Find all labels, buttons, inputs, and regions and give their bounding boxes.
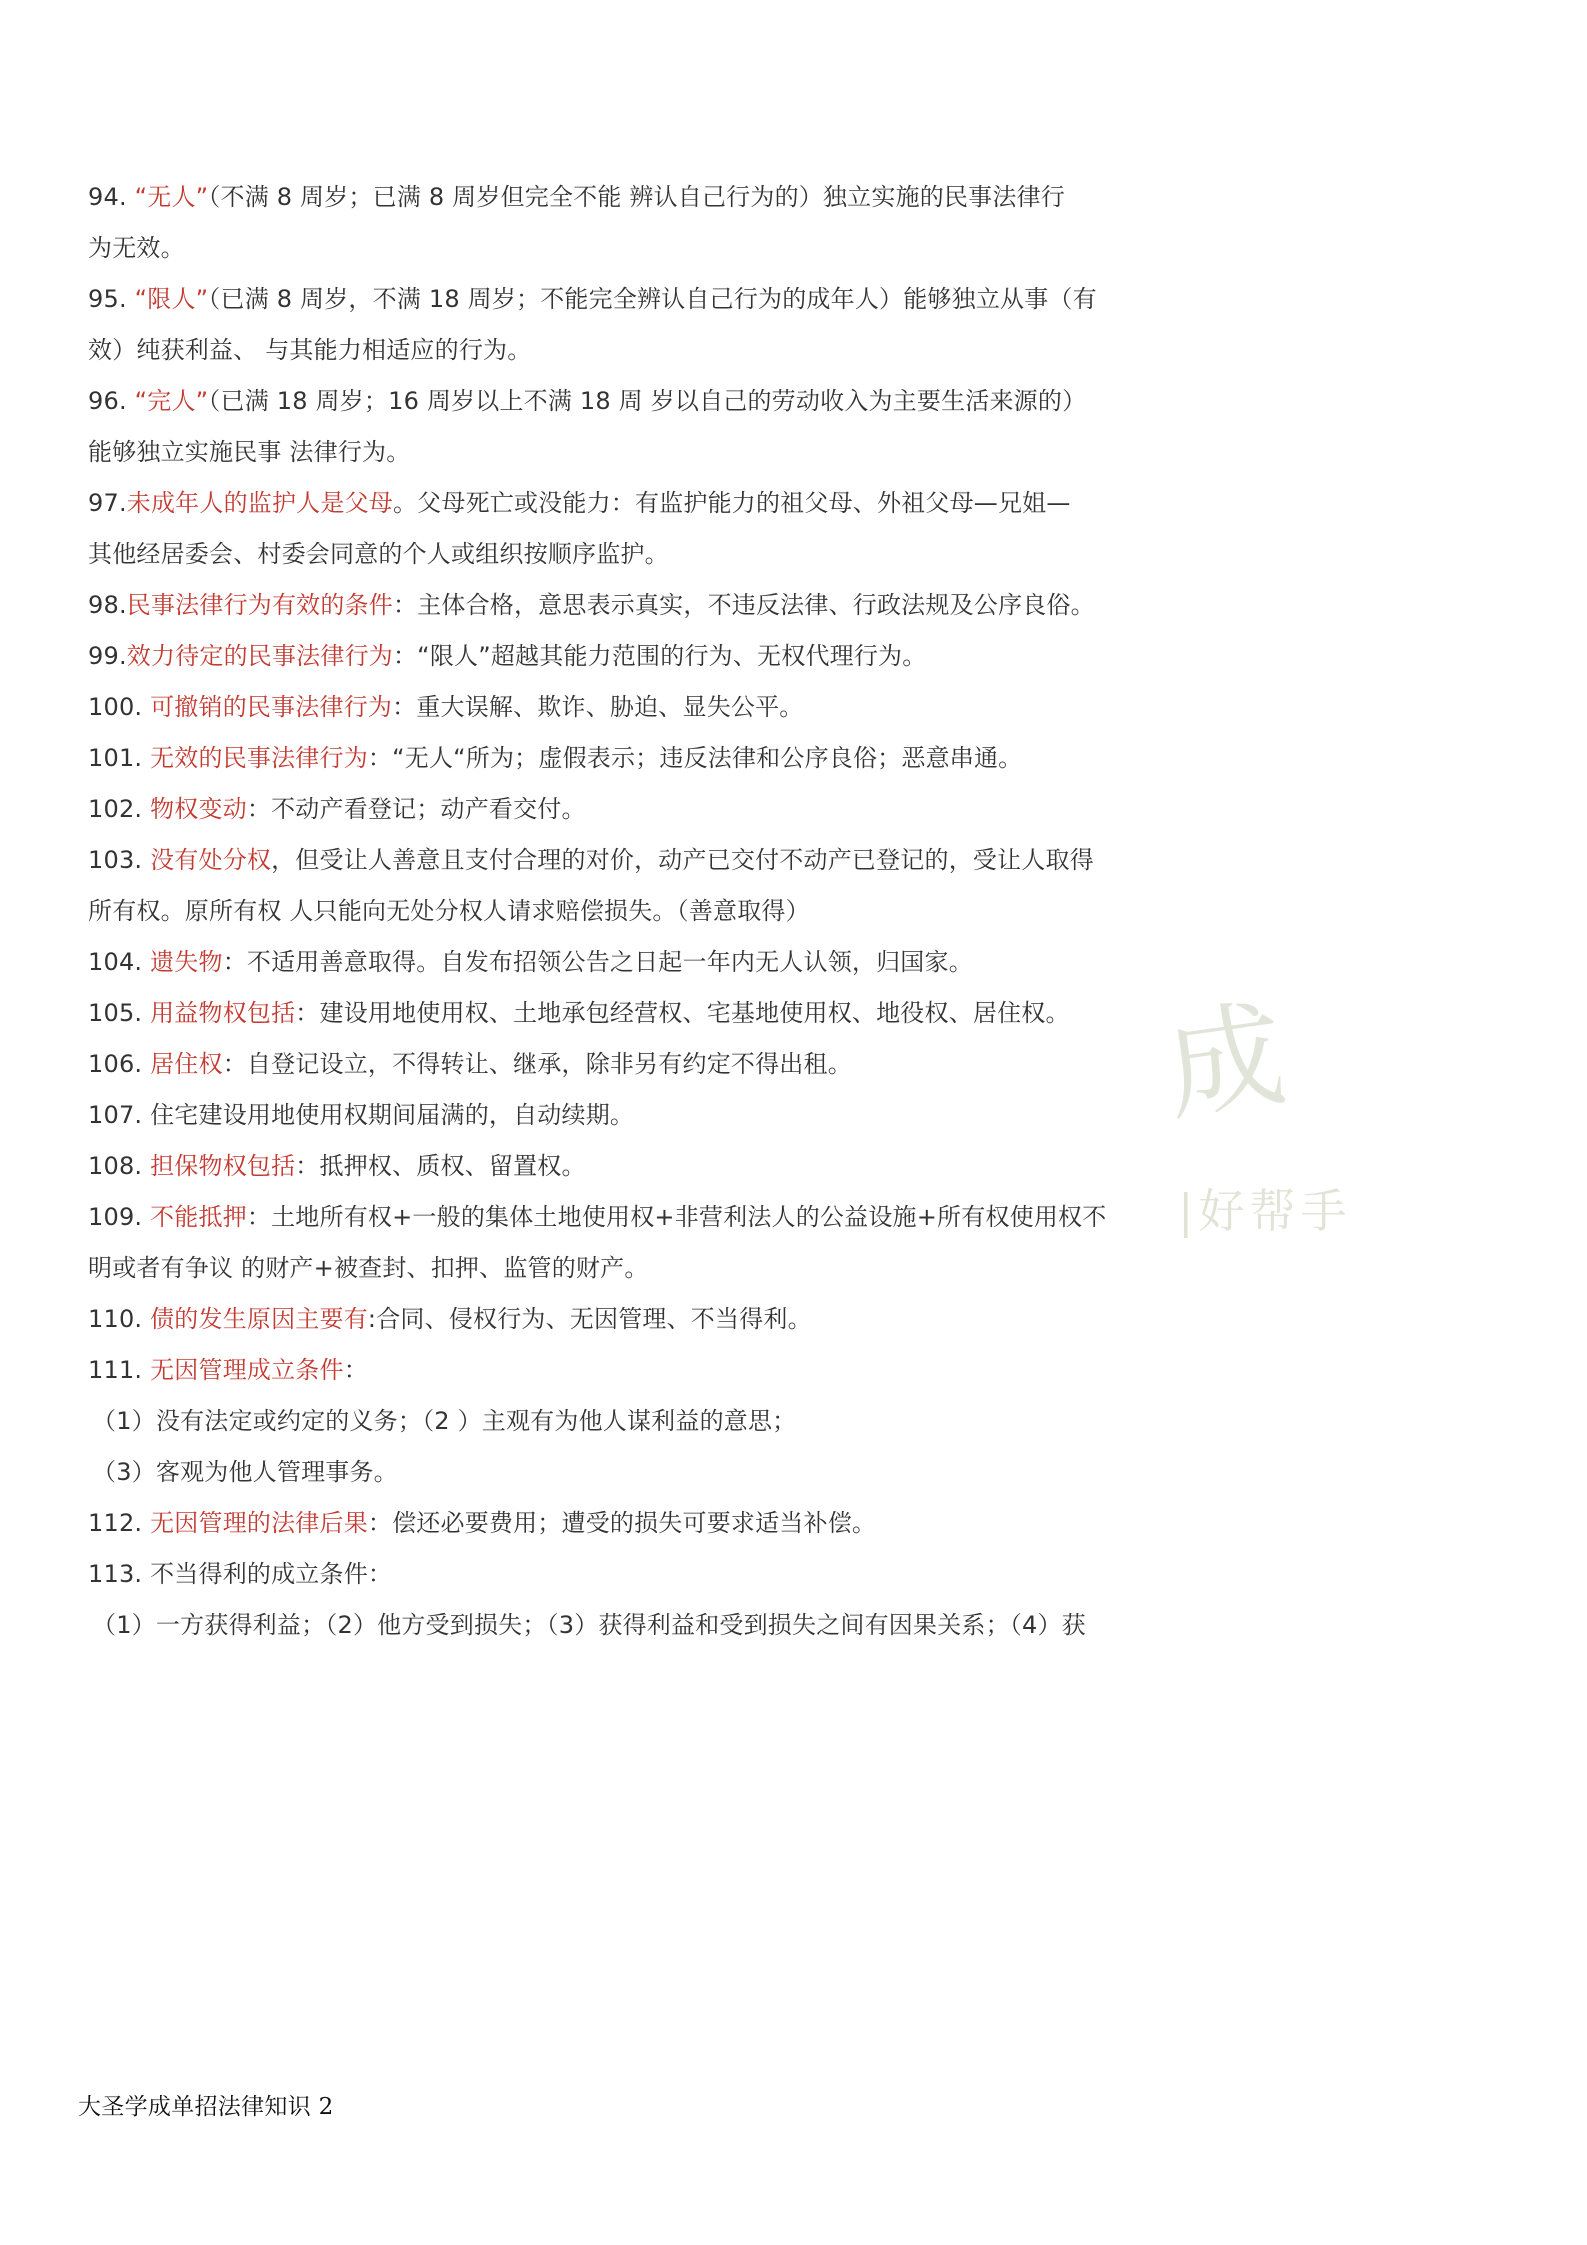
highlight-term: 可撤销的民事法律行为 (150, 693, 393, 721)
item-number: 111. (88, 1356, 143, 1384)
item-text: ： (343, 1356, 368, 1384)
item-100 (88, 682, 1168, 733)
item-text: 住宅建设用地使用权期间届满的，自动续期。 (150, 1101, 635, 1129)
highlight-term: “限人” (134, 285, 209, 313)
item-text: ：土地所有权+一般的集体土地使用权+非营利法人的公益设施+所有权使用权不 (246, 1203, 1107, 1231)
item-text: ：“限人”超越其能力范围的行为、无权代理行为。 (392, 642, 927, 670)
highlight-term: 居住权 (150, 1050, 223, 1078)
highlight-term: 物权变动 (150, 795, 247, 823)
watermark-text: 好帮手 (1198, 1184, 1352, 1238)
highlight-term: 无效的民事法律行为 (150, 744, 368, 772)
item-number: 99. (88, 642, 127, 670)
item-text: 所有权。原所有权 人只能向无处分权人请求赔偿损失。（善意取得） (88, 897, 810, 925)
item-text: 能够独立实施民事 法律行为。 (88, 438, 411, 466)
item-105 (88, 988, 1168, 1039)
highlight-term: 债的发生原因主要有 (150, 1305, 368, 1333)
item-number: 98. (88, 591, 127, 619)
item-text: （已满 18 周岁；16 周岁以上不满 18 周 岁以自己的劳动收入为主要生活来源的） (208, 387, 1087, 415)
document-content (88, 172, 1168, 1651)
item-text: （1）一方获得利益；（2）他方受到损失；（3）获得利益和受到损失之间有因果关系；（4）获 (92, 1611, 1086, 1639)
item-text: 效）纯获利益、 与其能力相适应的行为。 (88, 336, 532, 364)
highlight-term: 遗失物 (150, 948, 223, 976)
item-text: 为无效。 (88, 234, 185, 262)
item-113 (88, 1549, 1168, 1600)
item-99 (88, 631, 1168, 682)
item-107 (88, 1090, 1168, 1141)
item-108 (88, 1141, 1168, 1192)
item-94-line-2 (88, 223, 1168, 274)
item-97-line-1 (88, 478, 1168, 529)
item-111 (88, 1345, 1168, 1396)
item-number: 112. (88, 1509, 143, 1537)
item-text: ：主体合格，意思表示真实，不违反法律、行政法规及公序良俗。 (392, 591, 1095, 619)
item-text: ：“无人“所为；虚假表示；违反法律和公序良俗；恶意串通。 (367, 744, 1023, 772)
item-111-sub-1 (88, 1396, 1168, 1447)
item-94-line-1 (88, 172, 1168, 223)
item-number: 102. (88, 795, 143, 823)
item-number: 104. (88, 948, 143, 976)
item-text: ：偿还必要费用；遭受的损失可要求适当补偿。 (367, 1509, 877, 1537)
item-text: 明或者有争议 的财产+被查封、扣押、监管的财产。 (88, 1254, 649, 1282)
item-104 (88, 937, 1168, 988)
highlight-term: 未成年人的监护人是父母 (126, 489, 393, 517)
item-text: 其他经居委会、村委会同意的个人或组织按顺序监护。 (88, 540, 669, 568)
highlight-term: 无因管理成立条件 (150, 1356, 344, 1384)
highlight-term: 无因管理的法律后果 (150, 1509, 368, 1537)
highlight-term: 用益物权包括 (150, 999, 296, 1027)
watermark-character: 成 (1156, 984, 1294, 1138)
item-text: （1）没有法定或约定的义务；（2 ）主观有为他人谋利益的意思； (92, 1407, 797, 1435)
highlight-term: 效力待定的民事法律行为 (126, 642, 393, 670)
item-text: （已满 8 周岁，不满 18 周岁；不能完全辨认自己行为的成年人）能够独立从事（有 (208, 285, 1097, 313)
item-number: 101. (88, 744, 143, 772)
highlight-term: 民事法律行为有效的条件 (126, 591, 393, 619)
item-96-line-2 (88, 427, 1168, 478)
item-97-line-2 (88, 529, 1168, 580)
watermark-caption (1178, 1184, 1352, 1238)
item-98 (88, 580, 1168, 631)
item-text: ：抵押权、质权、留置权。 (295, 1152, 586, 1180)
item-103-line-1 (88, 835, 1168, 886)
item-number: 108. (88, 1152, 143, 1180)
item-text: ：建设用地使用权、土地承包经营权、宅基地使用权、地役权、居住权。 (295, 999, 1070, 1027)
item-text: ：重大误解、欺诈、胁迫、显失公平。 (392, 693, 804, 721)
item-96-line-1 (88, 376, 1168, 427)
highlight-term: “完人” (134, 387, 209, 415)
item-number: 109. (88, 1203, 143, 1231)
watermark-bar: | (1178, 1184, 1199, 1238)
item-112 (88, 1498, 1168, 1549)
item-text: 。父母死亡或没能力：有监护能力的祖父母、外祖父母—兄姐— (392, 489, 1071, 517)
item-number: 97. (88, 489, 127, 517)
highlight-term: 担保物权包括 (150, 1152, 296, 1180)
item-text: 不当得利的成立条件： (150, 1560, 393, 1588)
item-number: 100. (88, 693, 143, 721)
item-number: 113. (88, 1560, 143, 1588)
item-102 (88, 784, 1168, 835)
page-footer: 大圣学成单招法律知识 2 (78, 2094, 334, 2120)
item-number: 105. (88, 999, 143, 1027)
item-111-sub-2 (88, 1447, 1168, 1498)
item-109-line-1 (88, 1192, 1168, 1243)
item-106 (88, 1039, 1168, 1090)
item-95-line-1 (88, 274, 1168, 325)
item-text: ：不适用善意取得。自发布招领公告之日起一年内无人认领，归国家。 (222, 948, 973, 976)
item-text: :合同、侵权行为、无因管理、不当得利。 (367, 1305, 812, 1333)
item-95-line-2 (88, 325, 1168, 376)
highlight-term: “无人” (134, 183, 209, 211)
item-110 (88, 1294, 1168, 1345)
item-number: 106. (88, 1050, 143, 1078)
item-text: （3）客观为他人管理事务。 (92, 1458, 398, 1486)
item-109-line-2 (88, 1243, 1168, 1294)
item-number: 103. (88, 846, 143, 874)
item-text: ：自登记设立，不得转让、继承，除非另有约定不得出租。 (222, 1050, 852, 1078)
item-number: 110. (88, 1305, 143, 1333)
item-text: （不满 8 周岁；已满 8 周岁但完全不能 辨认自己行为的）独立实施的民事法律行 (208, 183, 1065, 211)
item-103-line-2 (88, 886, 1168, 937)
item-101 (88, 733, 1168, 784)
item-number: 107. (88, 1101, 143, 1129)
item-number: 96. (88, 387, 127, 415)
highlight-term: 没有处分权 (150, 846, 272, 874)
item-number: 95. (88, 285, 127, 313)
item-number: 94. (88, 183, 127, 211)
item-113-sub-1 (88, 1600, 1168, 1651)
item-text: ，但受让人善意且支付合理的对价，动产已交付不动产已登记的，受让人取得 (271, 846, 1094, 874)
highlight-term: 不能抵押 (150, 1203, 247, 1231)
item-text: ：不动产看登记；动产看交付。 (246, 795, 586, 823)
